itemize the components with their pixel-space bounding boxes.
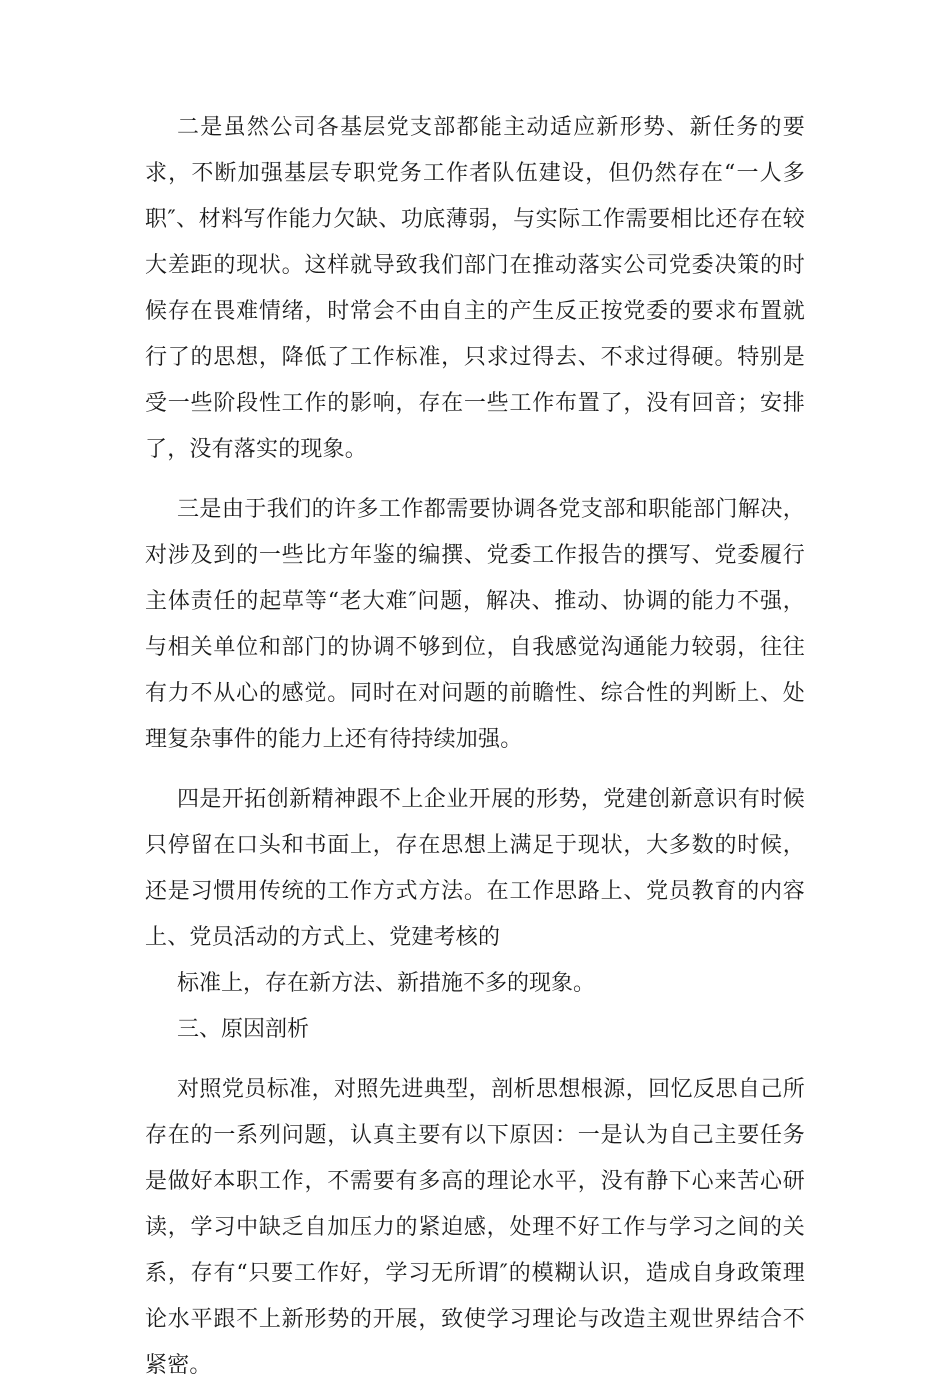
paragraph-second-issue: 二是虽然公司各基层党支部都能主动适应新形势、新任务的要求，不断加强基层专职党务工作者队伍建设，但仍然存在“一人多职″、材料写作能力欠缺、功底薄弱，与实际工作需要相比还存在较大差距的现状。这样就导致我们部门在推动落实公司党委决策的时候存在畏难情绪，时常会不由自主的产生反正按党委的要求布置就行了的思想，降低了工作标准，只求过得去、不求过得硬。特别是受一些阶段性工作的影响，存在一些工作布置了，没有回音；安排了，没有落实的现象。	[145, 115, 805, 462]
document-body	[145, 105, 805, 1389]
paragraph-cause-analysis: 对照党员标准，对照先进典型，剖析思想根源，回忆反思自己所存在的一系列问题，认真主要有以下原因：一是认为自己主要任务是做好本职工作，不需要有多高的理论水平，没有静下心来苦心研读，学习中缺乏自加压力的紧迫感，处理不好工作与学习之间的关系，存有“只要工作好，学习无所谓″的模糊认识，造成自身政策理论水平跟不上新形势的开展，致使学习理论与改造主观世界结合不紧密。	[145, 1077, 805, 1378]
paragraph-third-issue: 三是由于我们的许多工作都需要协调各党支部和职能部门解决，对涉及到的一些比方年鉴的编撰、党委工作报告的撰写、党委履行主体责任的起草等“老大难″问题，解决、推动、协调的能力不强，与相关单位和部门的协调不够到位，自我感觉沟通能力较弱，往往有力不从心的感觉。同时在对问题的前瞻性、综合性的判断上、处理复杂事件的能力上还有待持续加强。	[145, 497, 805, 752]
section-heading-cause-analysis: 三、原因剖析	[177, 1017, 310, 1042]
paragraph-fourth-issue: 四是开拓创新精神跟不上企业开展的形势，党建创新意识有时候只停留在口头和书面上，存在思想上满足于现状，大多数的时候，还是习惯用传统的工作方式方法。在工作思路上、党员教育的内容上、党员活动的方式上、党建考核的	[145, 787, 805, 950]
paragraph-fourth-issue-continued: 标准上，存在新方法、新措施不多的现象。	[177, 971, 596, 996]
